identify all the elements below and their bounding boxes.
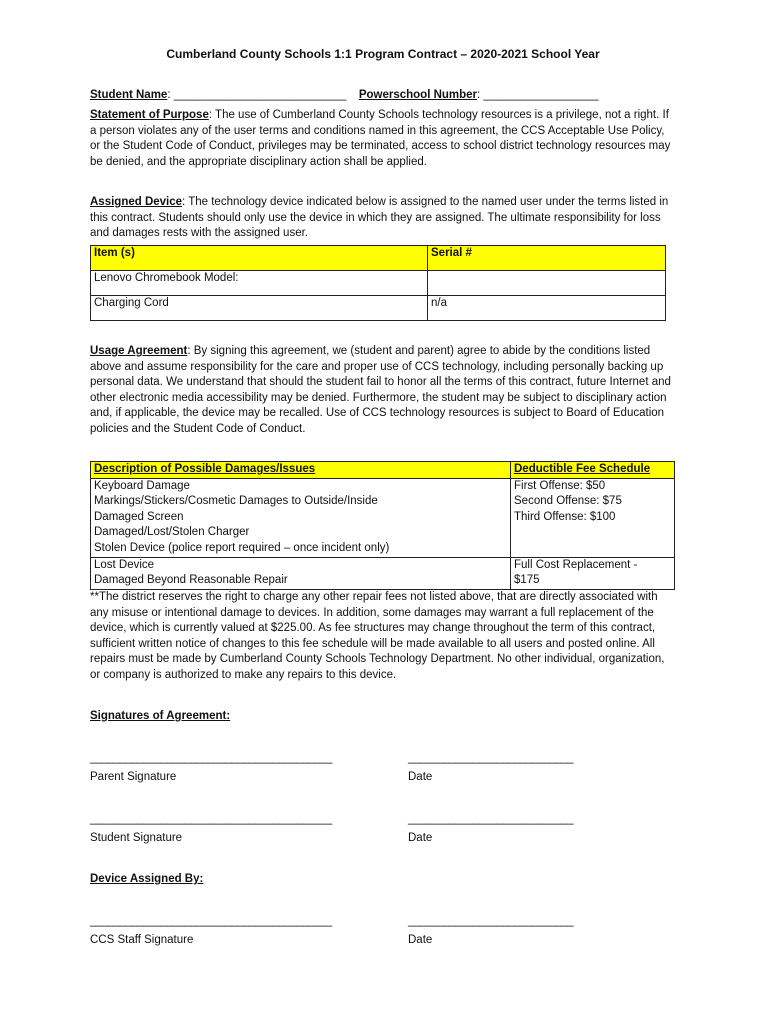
page-title: Cumberland County Schools 1:1 Program Contract – 2020-2021 School Year (166, 47, 600, 61)
device-cell: Charging Cord (91, 296, 428, 321)
assigned-heading: Assigned Device (90, 196, 183, 208)
district-note: **The district reserves the right to charge any other repair fees not listed above, that are directly associated with any misuse or intentional damage to devices. In addition, some damages may warrant a full replacement of the device, which is currently valued at $225.00. As fee structures may change throughout the term of this contract, sufficient written notice of changes to this fee schedule will be made available to all users and posted online. All repairs must be made by Cumberland County Schools Technology Department. No other individual, organization, or company is authorized to make any repairs to this device. (90, 591, 665, 681)
student-name-label: Student Name (90, 89, 168, 101)
student-date-line[interactable]: ____________________________ (408, 813, 574, 825)
parent-signature-label: Parent Signature (90, 771, 177, 783)
student-signature-label: Student Signature (90, 832, 183, 844)
student-signature-line[interactable]: _________________________________________ (90, 813, 332, 825)
usage-agreement (90, 344, 676, 438)
damage-header-description: Description of Possible Damages/Issues (91, 462, 511, 479)
fee-item: Full Cost Replacement - (514, 558, 638, 571)
fee-item: $175 (514, 574, 540, 587)
usage-heading: Usage Agreement (90, 345, 188, 357)
serial-cell[interactable] (428, 271, 666, 296)
staff-date-line[interactable]: ____________________________ (408, 915, 574, 927)
purpose-heading: Statement of Purpose (90, 109, 209, 121)
device-table (90, 245, 666, 321)
parent-date-line[interactable]: ____________________________ (408, 752, 574, 764)
damage-header-fee: Deductible Fee Schedule (511, 462, 675, 479)
student-info-line (90, 88, 599, 104)
serial-cell: n/a (428, 296, 666, 321)
device-table-header-item: Item (s) (91, 246, 428, 271)
signatures-heading: Signatures of Agreement: (90, 710, 231, 722)
table-row (91, 478, 675, 557)
fee-item: First Offense: $50 (514, 479, 606, 492)
damage-item: Damaged Screen (94, 510, 184, 523)
damage-group1-fees (511, 478, 675, 557)
damage-group2-items (91, 557, 511, 589)
damage-item: Stolen Device (police report required – once incident only) (94, 541, 390, 554)
table-row (91, 296, 666, 321)
staff-signature-label: CCS Staff Signature (90, 934, 194, 946)
staff-date-label: Date (408, 934, 433, 946)
damage-group1-items (91, 478, 511, 557)
table-row (91, 557, 675, 589)
staff-signature-line[interactable]: _________________________________________ (90, 915, 332, 927)
device-table-header-serial: Serial # (428, 246, 666, 271)
student-date-label: Date (408, 832, 433, 844)
fee-item: Second Offense: $75 (514, 495, 622, 508)
damage-item: Keyboard Damage (94, 479, 190, 492)
damage-item: Lost Device (94, 558, 155, 571)
damage-item: Damaged Beyond Reasonable Repair (94, 574, 288, 587)
usage-text: : By signing this agreement, we (student and parent) agree to abide by the conditions listed above and assume responsibility for the care and proper use of CCS technology, including personally backing up personal data. We understand that should the student fail to honor all the terms of this contract, future Internet and other electronic media accessibility may be denied. Furthermore, the student may be subject to disciplinary action and, if applicable, the device may be recalled. Use of CCS technology resources is subject to Board of Education policies and the Student Code of Conduct. (90, 345, 671, 435)
statement-of-purpose (90, 108, 676, 170)
damage-group2-fees (511, 557, 675, 589)
assigned-device (90, 195, 676, 242)
table-row (91, 271, 666, 296)
assigned-text: : The technology device indicated below is assigned to the named user under the terms listed in this contract. Students should only use the device in which they are assigned. The ultimate responsibility for loss and damages rests with the assigned user. (90, 196, 669, 240)
parent-signature-line[interactable]: _________________________________________ (90, 752, 332, 764)
damage-table (90, 461, 675, 590)
device-assigned-heading: Device Assigned By: (90, 873, 204, 885)
device-cell: Lenovo Chromebook Model: (91, 271, 428, 296)
powerschool-blank[interactable]: : __________________ (477, 89, 599, 101)
purpose-text: : The use of Cumberland County Schools technology resources is a privilege, not a right. If a person violates any of the user terms and conditions named in this agreement, the CCS Acceptable Use Policy, or the Student Code of Conduct, privileges may be terminated, access to school district technology resources may be denied, and the appropriate disciplinary action shall be applied. (90, 109, 671, 168)
parent-date-label: Date (408, 771, 433, 783)
damage-item: Damaged/Lost/Stolen Charger (94, 526, 250, 539)
student-name-blank[interactable]: : ___________________________ (167, 89, 347, 101)
powerschool-label: Powerschool Number (358, 89, 478, 101)
damage-item: Markings/Stickers/Cosmetic Damages to Outside/Inside (94, 495, 378, 508)
fee-item: Third Offense: $100 (514, 510, 616, 523)
